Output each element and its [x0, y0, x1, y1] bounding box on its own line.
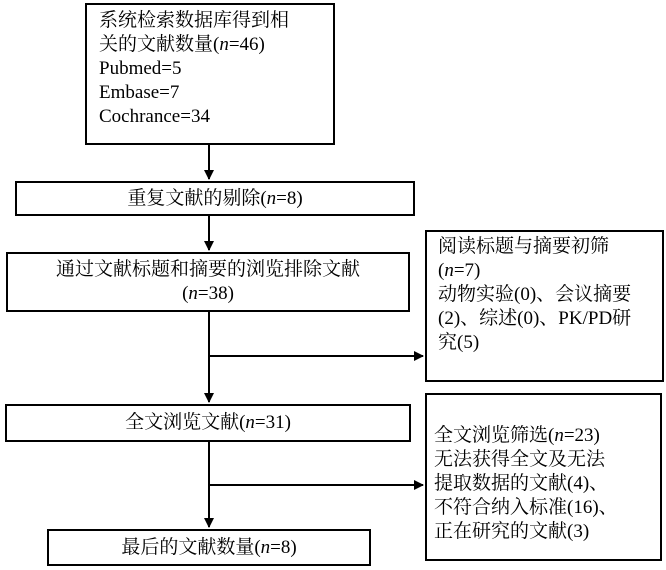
box-final-count: [47, 529, 371, 566]
side1-line2: (n=7): [438, 260, 481, 281]
side1-line4: (2)、综述(0)、PK/PD研: [438, 308, 632, 329]
side2-line1: 全文浏览筛选(n=23): [434, 425, 600, 446]
box-database-search: [85, 3, 335, 145]
box1-line1: 系统检索数据库得到相: [99, 10, 290, 31]
box-abstract-screening-exclusions: [425, 230, 664, 382]
box3-line2: (n=38): [182, 283, 234, 304]
side1-line3: 动物实验(0)、会议摘要: [438, 284, 632, 305]
box1-line5: Cochrance=34: [99, 106, 210, 127]
box1-line2: 关的文献数量(n=46): [99, 34, 265, 55]
side2-line3: 提取数据的文献(4)、: [434, 473, 609, 494]
box3-line1: 通过文献标题和摘要的浏览排除文献: [55, 259, 360, 280]
box4-text: 全文浏览文献(n=31): [125, 412, 291, 433]
box-full-text-review: [5, 404, 411, 442]
side2-line5: 正在研究的文献(3): [434, 521, 590, 542]
side1-line1: 阅读标题与摘要初筛: [438, 236, 610, 257]
side1-line5: 究(5): [438, 332, 480, 353]
box2-text: 重复文献的剔除(n=8): [127, 187, 303, 209]
box1-line3: Pubmed=5: [99, 58, 182, 79]
box-title-abstract-exclusion: [6, 252, 410, 312]
box-duplicate-removal: [15, 181, 415, 216]
side2-line2: 无法获得全文及无法: [434, 449, 606, 470]
box5-text: 最后的文献数量(n=8): [121, 536, 297, 558]
box1-line4: Embase=7: [99, 82, 180, 103]
box-full-text-exclusions: [425, 393, 662, 561]
side2-line4: 不符合纳入标准(16)、: [434, 497, 618, 518]
